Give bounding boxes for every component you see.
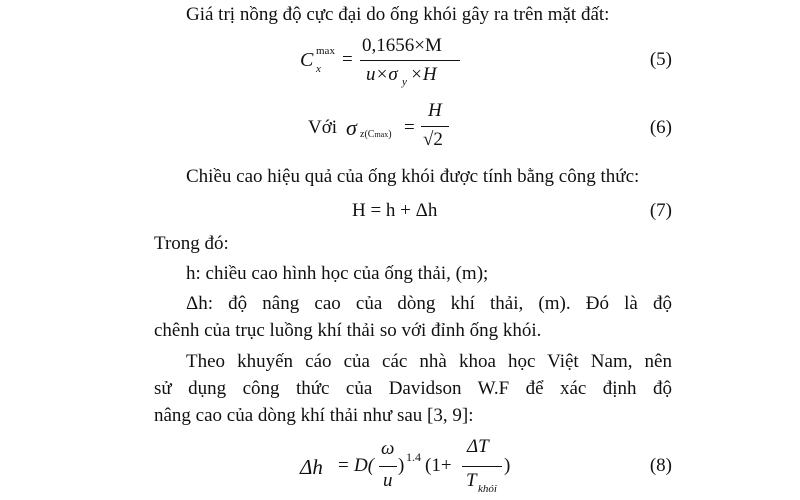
eq8-paren-close: )	[398, 455, 405, 476]
definition-delta-h-line1: Δh: độ nâng cao của dòng khí thải, (m). Đó là độ	[186, 293, 672, 314]
paragraph-max-concentration-intro: Giá trị nồng độ cực đại do ống khói gây ra trên mặt đất:	[186, 4, 610, 25]
eq8-exponent: 1.4	[406, 450, 421, 464]
eq5-lhs-sub: x	[316, 63, 321, 75]
eq6-fraction-bar	[421, 126, 449, 127]
eq5-fraction-bar	[360, 60, 460, 61]
paragraph-where: Trong đó:	[154, 233, 229, 254]
eq8-den-T: T	[466, 470, 477, 491]
eq8-close: )	[504, 455, 511, 476]
definition-delta-h-line2: chênh của trục luồng khí thải so với đỉnh ống khói.	[154, 320, 542, 341]
eq8-omega: ω	[381, 438, 395, 459]
eq5-equals: =	[342, 49, 353, 70]
eq8-number: (8)	[649, 455, 672, 476]
eq5-lhs-sup: max	[316, 45, 335, 57]
eq6-prefix: Với	[308, 117, 338, 138]
eq6-denominator: √2	[423, 129, 443, 150]
eq5-den-rest: ×H	[410, 64, 437, 85]
eq8-open: (1+	[425, 455, 452, 476]
eq5-lhs-base: C	[300, 49, 314, 71]
paragraph-recommendation-line2: sử dụng công thức của Davidson W.F để xác định độ	[154, 378, 672, 399]
eq6-number: (6)	[649, 117, 672, 138]
paragraph-recommendation-line3: nâng cao của dòng khí thải như sau [3, 9]:	[154, 405, 474, 426]
eq8-equals: =	[338, 455, 349, 476]
eq8-omega-bar	[379, 466, 397, 467]
eq5-den-sub: y	[402, 76, 407, 88]
eq6-equals: =	[404, 117, 415, 138]
eq8-den-sub: khói	[478, 483, 497, 495]
eq5-den-u: u×σ	[366, 64, 398, 85]
paragraph-effective-height: Chiều cao hiệu quả của ống khói được tính bằng công thức:	[186, 166, 640, 187]
paragraph-recommendation-line1: Theo khuyến cáo của các nhà khoa học Việt Nam, nên	[186, 351, 672, 372]
eq7-number: (7)	[649, 200, 672, 221]
eq6-sigma-sub: z(Cmax)	[360, 129, 392, 140]
eq5-numerator: 0,1656×M	[362, 35, 442, 56]
eq8-fraction-bar	[462, 466, 502, 467]
eq8-lhs: Δh	[300, 455, 323, 479]
eq7-formula: H = h + Δh	[352, 200, 438, 221]
eq6-sigma: σ	[346, 115, 357, 140]
eq8-u: u	[383, 470, 393, 491]
eq6-numerator: H	[428, 100, 442, 121]
definition-h: h: chiều cao hình học của ống thải, (m);	[186, 263, 489, 284]
eq5-number: (5)	[649, 49, 672, 70]
eq8-D: D(	[354, 455, 375, 476]
eq8-numerator: ΔT	[467, 436, 489, 457]
